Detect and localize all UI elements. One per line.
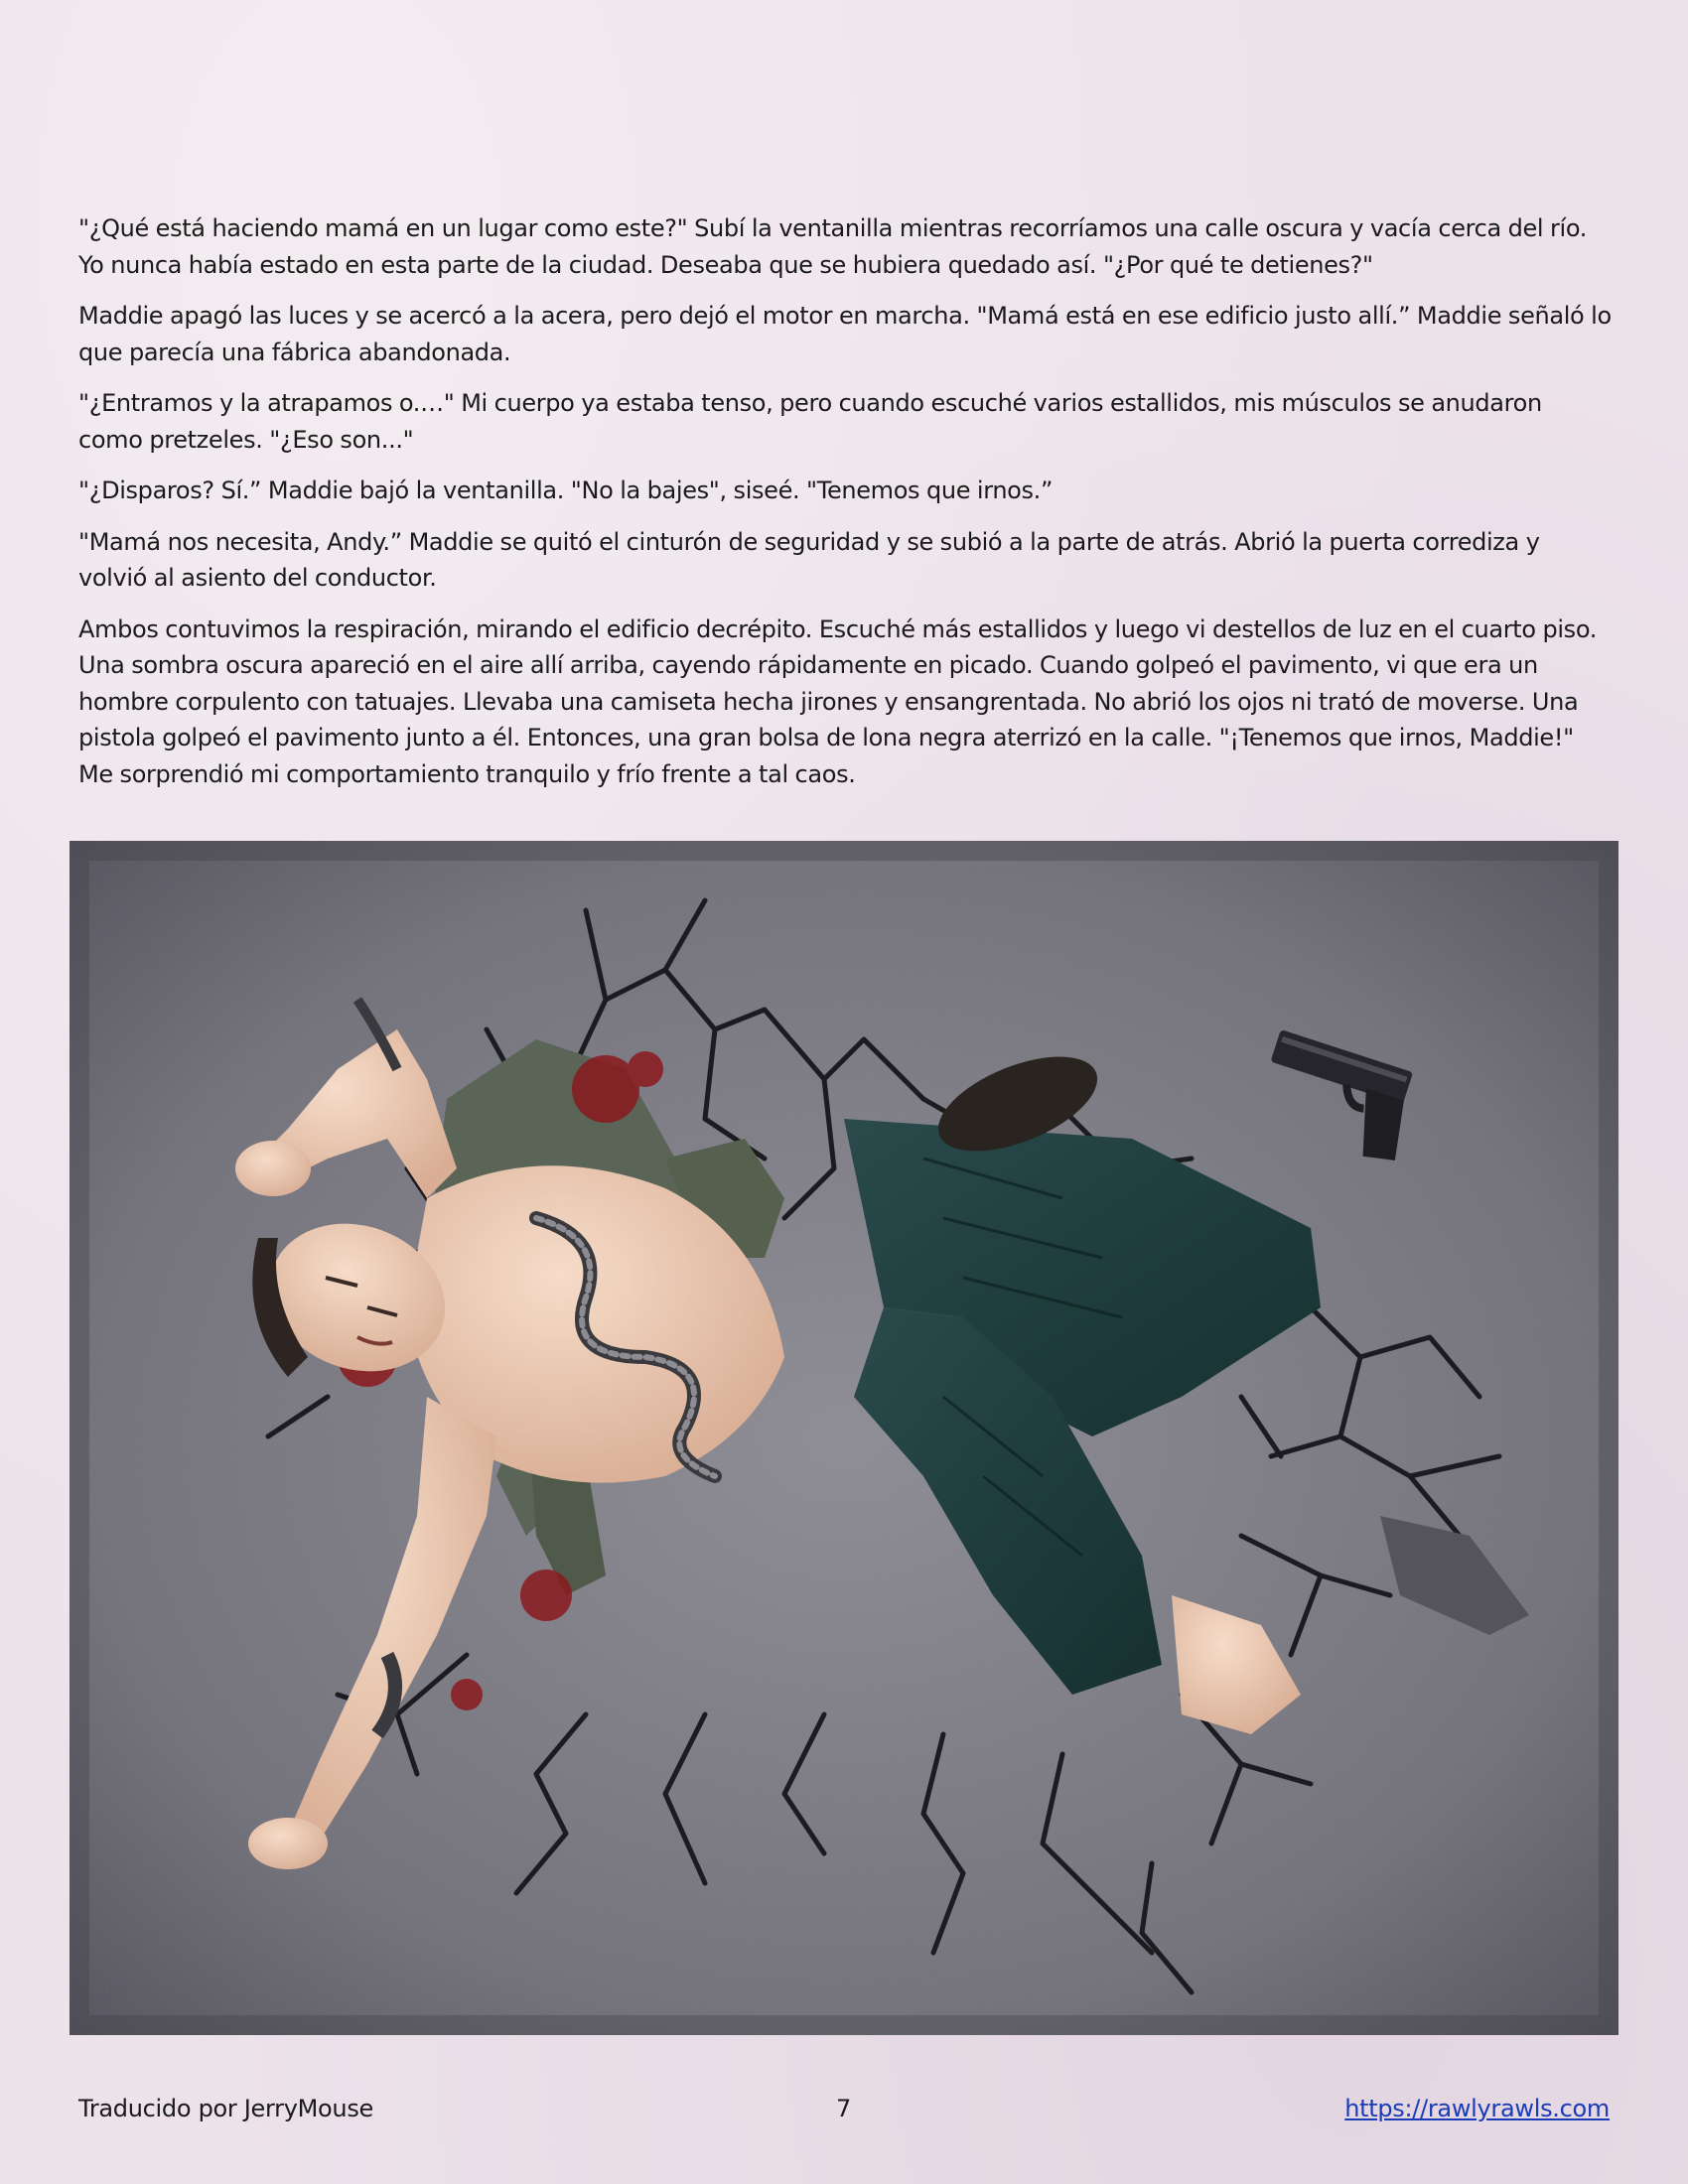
story-text (78, 210, 1613, 807)
paragraph-2: Maddie apagó las luces y se acercó a la acera, pero dejó el motor en marcha. "Mamá está en ese edificio justo allí.” Maddie señaló lo que parecía una fábrica abandonada. (78, 302, 1612, 366)
page-number: 7 (836, 2095, 852, 2122)
paragraph-3: "¿Entramos y la atrapamos o.…" Mi cuerpo ya estaba tenso, pero cuando escuché varios estallidos, mis músculos se anudaron como pretzeles. "¿Eso son..." (78, 389, 1542, 454)
page-footer (0, 2095, 1688, 2134)
website-link[interactable]: https://rawlyrawls.com (1344, 2095, 1610, 2122)
paragraph-5: "Mamá nos necesita, Andy.” Maddie se quitó el cinturón de seguridad y se subió a la parte de atrás. Abrió la puerta corrediza y volvió al asiento del conductor. (78, 527, 1540, 592)
story-illustration (70, 841, 1618, 2035)
paragraph-4: "¿Disparos? Sí.” Maddie bajó la ventanilla. "No la bajes", siseé. "Tenemos que irnos.” (78, 477, 1054, 504)
translator-credit: Traducido por JerryMouse (78, 2095, 374, 2122)
paragraph-1: "¿Qué está haciendo mamá en un lugar como este?" Subí la ventanilla mientras recorríamos una calle oscura y vacía cerca del río. Yo nunca había estado en esta parte de la ciudad. Deseaba que se hubiera quedado así. "¿Por qué te detienes?" (78, 214, 1588, 279)
fallen-man-illustration (70, 841, 1618, 2035)
paragraph-6: Ambos contuvimos la respiración, mirando el edificio decrépito. Escuché más estallidos y luego vi destellos de luz en el cuarto piso. Una sombra oscura apareció en el aire allí arriba, cayendo rápidamente en picado. Cuando golpeó el pavimento, vi que era un hombre corpulento con tatuajes. Llevaba una camiseta hecha jirones y ensangrentada. No abrió los ojos ni trató de moverse. Una pistola golpeó el pavimento junto a él. Entonces, una gran bolsa de lona negra aterrizó en la calle. "¡Tenemos que irnos, Maddie!" Me sorprendió mi comportamiento tranquilo y frío frente a tal caos. (78, 614, 1598, 788)
